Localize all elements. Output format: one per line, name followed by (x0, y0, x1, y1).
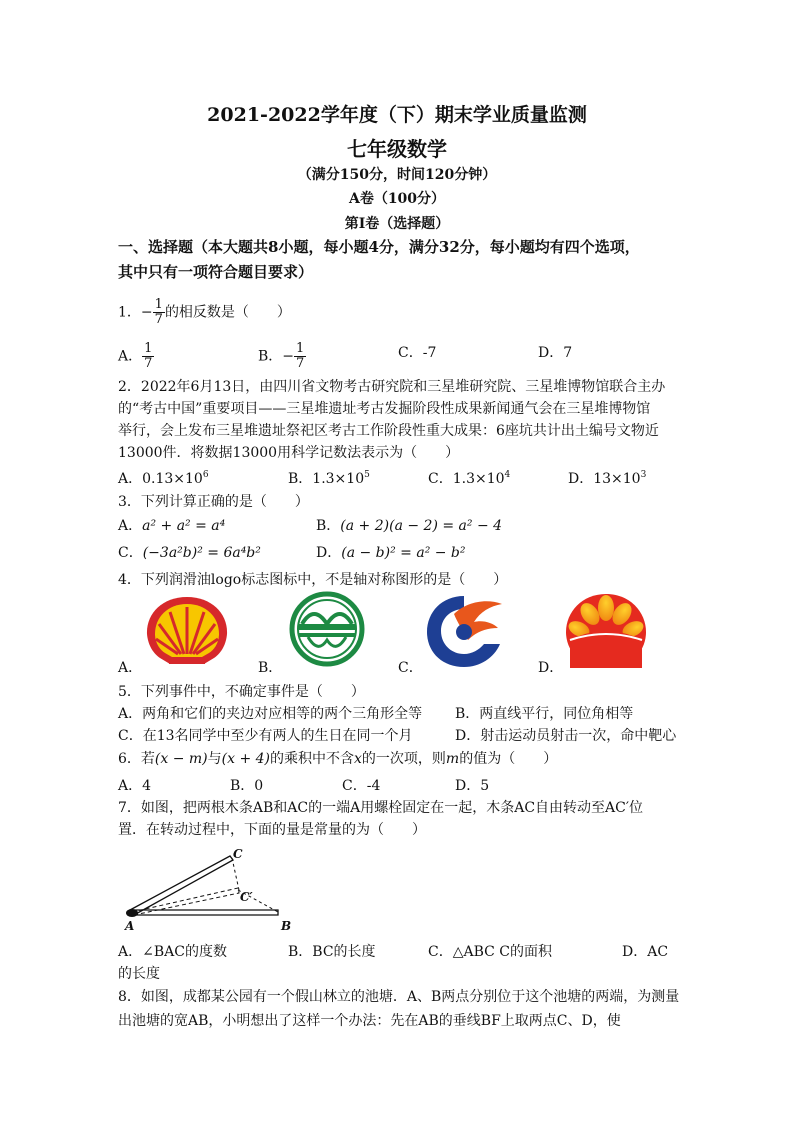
q6-option-d: D．5 (455, 778, 490, 794)
q6-option-c: C．-4 (342, 778, 381, 794)
question-2-line3: 举行，会上发布三星堆遗址祭祀区考古工作阶段性重大成果：6座坑共计出土编号文物近 (118, 423, 659, 439)
subject-title: 七年级数学 (347, 137, 447, 161)
q7-option-d-cont: 的长度 (118, 966, 160, 982)
q3-option-d: D．(a − b)² = a² − b² (316, 545, 466, 561)
q5-option-b: B．两直线平行，同位角相等 (455, 706, 634, 722)
question-8-line1: 8．如图，成都某公园有一个假山林立的池塘．A、B两点分别位于这个池塘的两端，为测量 (118, 989, 680, 1005)
green-circle-logo-icon (284, 590, 370, 668)
question-2-line1: 2．2022年6月13日，由四川省文物考古研究院和三星堆研究院、三星堆博物馆联合主办 (118, 379, 666, 395)
q1-option-b: B．− $\frac{1}{7}$ (258, 341, 305, 371)
q4-option-b: B． (258, 660, 283, 676)
exam-title: 2021-2022学年度（下）期末学业质量监测 (207, 104, 587, 126)
question-3-stem: 3．下列计算正确的是（ ） (118, 494, 309, 510)
petrochina-logo-icon (564, 592, 648, 670)
question-7-line1: 7．如图，把两根木条AB和AC的一端A用螺栓固定在一起，木条AC自由转动至AC′位 (118, 800, 644, 816)
label-a: A (125, 919, 135, 933)
question-8-line2: 出池塘的宽AB，小明想出了这样一个办法：先在AB的垂线BF上取两点C、D，使 (118, 1013, 621, 1029)
q6-option-a: A．4 (118, 778, 152, 794)
q5-option-d: D．射击运动员射击一次，命中靶心 (455, 728, 677, 744)
q1-option-a: A． $\frac{1}{7}$ (118, 341, 153, 371)
question-7-line2: 置．在转动过程中，下面的量是常量的为（ ） (118, 822, 426, 838)
section1-heading-line1: 一、选择题（本大题共8小题，每小题4分，满分32分，每小题均有四个选项， (118, 238, 640, 256)
question-5-stem: 5．下列事件中，不确定事件是（ ） (118, 684, 365, 700)
q5-option-a: A．两角和它们的夹边对应相等的两个三角形全等 (118, 706, 423, 722)
section1-heading-line2: 其中只有一项符合题目要求） (118, 263, 314, 281)
question-2-line4: 13000件．将数据13000用科学记数法表示为（ ） (118, 445, 460, 461)
q2-option-b: B．$1.3\times 10^5$ (288, 470, 370, 487)
q7-option-c: C．△ABC C的面积 (428, 944, 553, 960)
q4-option-d: D． (538, 660, 564, 676)
blue-orange-logo-icon (424, 592, 508, 670)
q7-option-d: D．AC (622, 944, 669, 960)
q1-option-d: D．7 (538, 345, 573, 361)
q2-option-d: D．$13\times 10^3$ (568, 470, 647, 487)
q1-option-c: C．-7 (398, 345, 437, 361)
q3-option-a: A．a² + a² = a⁴ (118, 518, 226, 534)
q2-option-a: A．$0.13\times 10^6$ (118, 470, 209, 487)
q7-option-a: A．∠BAC的度数 (118, 944, 227, 960)
q6-option-b: B．0 (230, 778, 264, 794)
question-2-line2: 的“考古中国”重要项目——三星堆遗址考古发掘阶段性成果新闻通气会在三星堆博物馆 (118, 401, 651, 417)
q2-option-c: C．$1.3\times 10^4$ (428, 470, 511, 487)
label-c: C (233, 847, 243, 861)
q5-option-c: C．在13名同学中至少有两人的生日在同一个月 (118, 728, 413, 744)
q4-option-a: A． (118, 660, 143, 676)
label-b: B (281, 919, 292, 933)
fraction: $\frac{1}{7}$ (154, 297, 163, 327)
question-6-stem: 6．若(x − m)与(x + 4)的乘积中不含x的一次项，则m的值为（ ） (118, 751, 558, 767)
part1-title: 第Ⅰ卷（选择题） (344, 216, 450, 232)
question-1-stem: 1．− $\frac{1}{7}$ 的相反数是（ ） (118, 297, 291, 327)
volume-a-title: A卷（100分） (348, 191, 446, 207)
exam-info: （满分150分，时间120分钟） (297, 167, 497, 183)
q3-option-b: B．(a + 2)(a − 2) = a² − 4 (316, 518, 503, 534)
rotating-sticks-diagram (118, 842, 308, 934)
question-4-stem: 4．下列润滑油logo标志图标中，不是轴对称图形的是（ ） (118, 572, 508, 588)
label-c-prime: C′ (240, 890, 253, 904)
shell-logo-icon (144, 594, 230, 666)
q7-option-b: B．BC的长度 (288, 944, 376, 960)
q4-option-c: C． (398, 660, 423, 676)
q3-option-c: C．(−3a²b)² = 6a⁴b² (118, 545, 261, 561)
